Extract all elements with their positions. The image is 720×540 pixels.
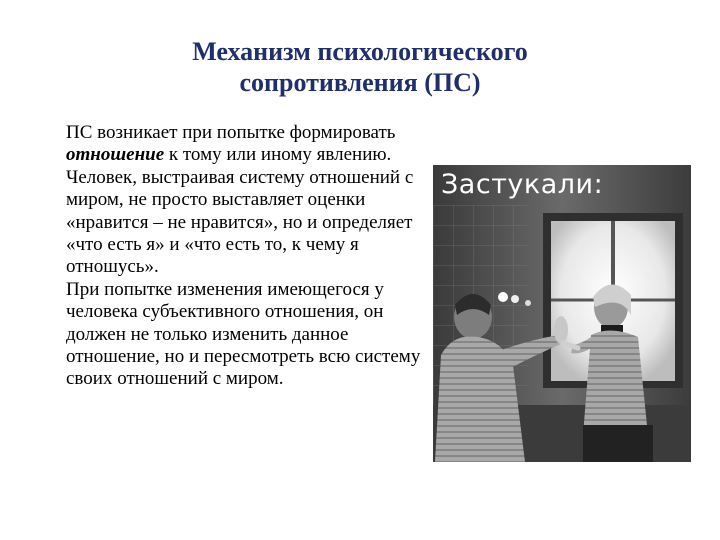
slide-title-line-2: сопротивления (ПС) bbox=[239, 68, 481, 97]
paragraph-1-before: ПС возникает при попытке формировать bbox=[66, 122, 396, 143]
paragraph-2: Человек, выстраивая систему отношений с миром, не просто выставляет оценки «нравится – не нравится», но и определяет «что есть я» и «что есть то, к чему я отношусь». bbox=[66, 166, 414, 278]
photo-image bbox=[433, 165, 691, 462]
paragraph-1 bbox=[62, 122, 434, 167]
paragraph-3: При попытке изменения имеющегося у человека субъективного отношения, он должен не только изменить данное отношение, но и пересмотреть всю систему своих отношений с миром. bbox=[66, 278, 421, 390]
body-text bbox=[62, 122, 434, 391]
paragraph-1-after: к тому или иному явлению. bbox=[164, 144, 392, 166]
photo-caption: Застукали: bbox=[441, 169, 604, 200]
paragraph-1-emphasis: отношение bbox=[66, 144, 165, 166]
slide-title bbox=[100, 36, 620, 98]
slide-title-line-1: Механизм психологического bbox=[192, 37, 528, 66]
photo bbox=[433, 165, 691, 462]
